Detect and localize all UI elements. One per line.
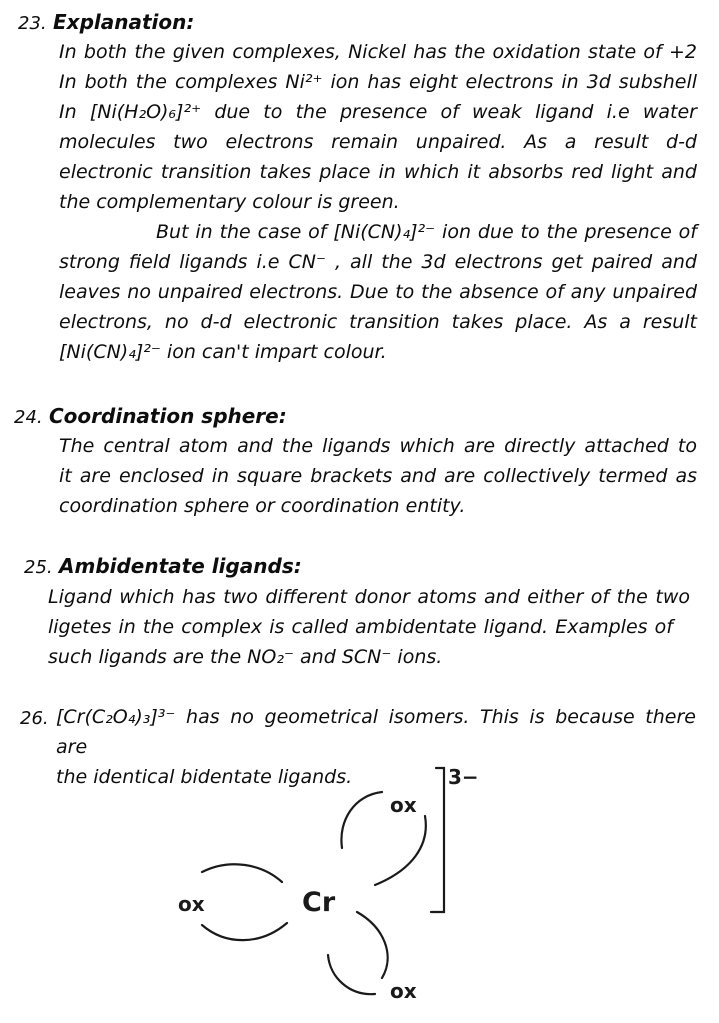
q23-number: 23. xyxy=(18,13,47,34)
q25-line-3: such ligands are the NO₂⁻ and SCN⁻ ions. xyxy=(48,646,443,668)
q23-line-8: strong field ligands i.e CN⁻ , all the 3d electrons get paired and xyxy=(59,251,697,273)
q26-heading xyxy=(20,703,49,733)
q25-title: Ambidentate ligands: xyxy=(59,554,302,578)
q23-line-5: electronic transition takes place in which it absorbs red light and xyxy=(59,161,697,183)
q25-number: 25. xyxy=(24,557,53,578)
q23-line-9: leaves no unpaired electrons. Due to the absence of any unpaired xyxy=(59,281,697,303)
q23-title: Explanation: xyxy=(53,10,195,34)
q26-line-2: the identical bidentate ligands. xyxy=(56,766,353,788)
q24-heading xyxy=(14,402,287,432)
q23-line-2: In both the complexes Ni²⁺ ion has eight electrons in 3d subshell xyxy=(59,71,697,93)
q23-line-7: But in the case of [Ni(CN)₄]²⁻ ion due to the presence of xyxy=(156,221,697,243)
q24-number: 24. xyxy=(14,407,43,428)
q23-body xyxy=(59,37,697,367)
center-atom-label: Cr xyxy=(302,887,336,918)
q26-number: 26. xyxy=(20,708,49,729)
q25-heading xyxy=(24,552,302,582)
q23-line-11: [Ni(CN)₄]²⁻ ion can't impart colour. xyxy=(59,341,387,363)
complex-charge-label: 3− xyxy=(448,765,479,789)
top-ligand-label: ox xyxy=(390,793,417,817)
left-ligand-arc-bottom xyxy=(202,923,287,940)
bottom-ligand-label: ox xyxy=(390,979,417,1003)
q23-heading xyxy=(18,8,194,38)
top-ligand-arc-right xyxy=(375,816,426,885)
q24-body xyxy=(59,431,697,521)
q24-line-3: coordination sphere or coordination entity. xyxy=(59,495,466,517)
q23-line-1: In both the given complexes, Nickel has the oxidation state of +2 xyxy=(59,41,697,63)
bottom-ligand-arc-left xyxy=(357,912,388,978)
q25-line-1: Ligand which has two different donor atoms and either of the two xyxy=(48,586,690,608)
q24-line-2: it are enclosed in square brackets and are collectively termed as xyxy=(59,465,697,487)
left-ligand-label: ox xyxy=(178,892,205,916)
q23-line-6: the complementary colour is green. xyxy=(59,191,400,213)
q23-line-10: electrons, no d-d electronic transition takes place. As a result xyxy=(59,311,697,333)
top-ligand-arc-left xyxy=(341,792,382,848)
left-ligand-arc-top xyxy=(202,864,282,882)
q25-body xyxy=(48,582,690,672)
q24-line-1: The central atom and the ligands which are directly attached to xyxy=(59,435,697,457)
bracket-right xyxy=(431,768,444,912)
q25-line-2: ligetes in the complex is called ambidentate ligand. Examples of xyxy=(48,616,673,638)
q26-line-1: [Cr(C₂O₄)₃]³⁻ has no geometrical isomers. This is because there are xyxy=(56,706,696,758)
q23-line-3: In [Ni(H₂O)₆]²⁺ due to the presence of weak ligand i.e water xyxy=(59,101,697,123)
q24-title: Coordination sphere: xyxy=(49,404,287,428)
bottom-ligand-arc-right xyxy=(328,955,375,994)
q23-line-4: molecules two electrons remain unpaired. As a result d-d xyxy=(59,131,697,153)
cr-oxalate-complex-diagram xyxy=(150,760,490,1023)
